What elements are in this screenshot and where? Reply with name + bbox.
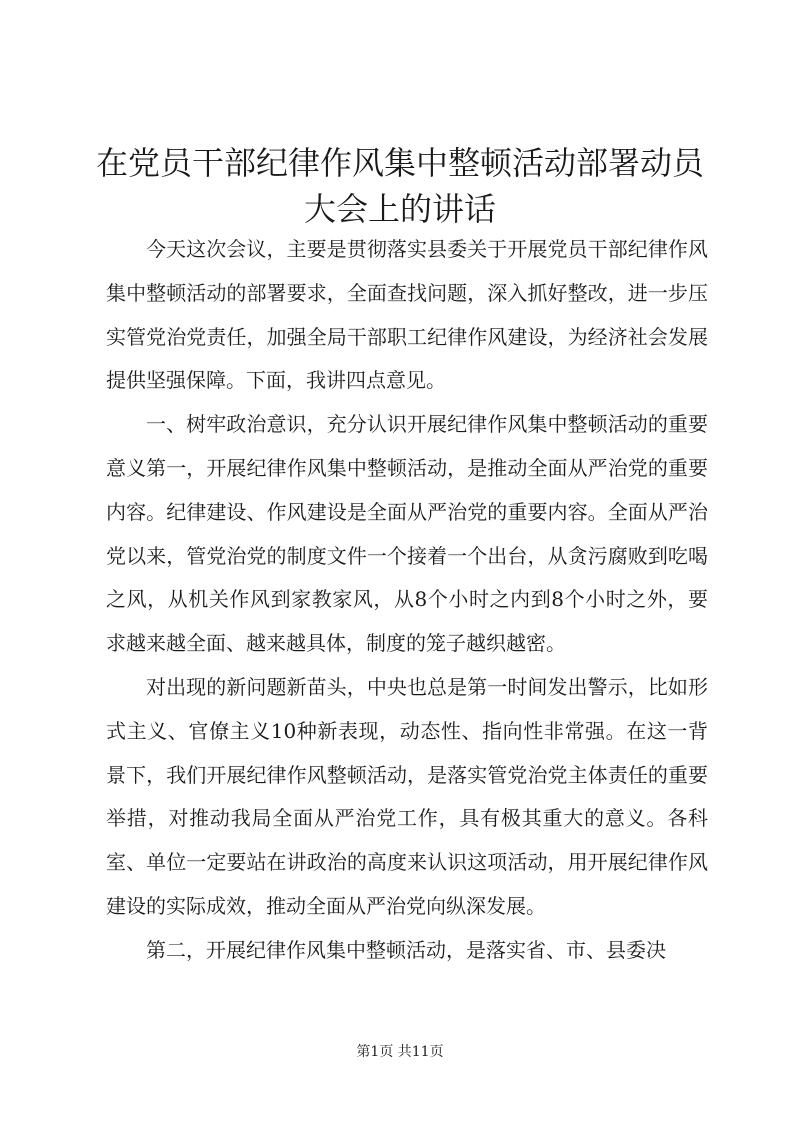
paragraph-1: 今天这次会议，主要是贯彻落实县委关于开展党员干部纪律作风集中整顿活动的部署要求，全面查找问题，深入抓好整改，进一步压实管党治党责任，加强全局干部职工纪律作风建设，为经济社会发展提供坚强保障。下面，我讲四点意见。	[106, 237, 708, 393]
document-title: 在党员干部纪律作风集中整顿活动部署动员大会上的讲话	[95, 144, 704, 228]
page-number-footer: 第1页 共11页	[356, 1044, 444, 1060]
paragraph-2: 一、树牢政治意识，充分认识开展纪律作风集中整顿活动的重要意义第一，开展纪律作风集中整顿活动，是推动全面从严治党的重要内容。纪律建设、作风建设是全面从严治党的重要内容。全面从严治党以来，管党治党的制度文件一个接着一个出台，从贪污腐败到吃喝之风，从机关作风到家教家风，从8个小时之内到8个小时之外，要求越来越全面、越来越具体，制度的笼子越织越密。	[106, 412, 708, 656]
paragraph-3: 对出现的新问题新苗头，中央也总是第一时间发出警示，比如形式主义、官僚主义10种新表现，动态性、指向性非常强。在这一背景下，我们开展纪律作风整顿活动，是落实管党治党主体责任的重要举措，对推动我局全面从严治党工作，具有极其重大的意义。各科室、单位一定要站在讲政治的高度来认识这项活动，用开展纪律作风建设的实际成效，推动全面从严治党向纵深发展。	[106, 674, 708, 918]
document-body	[106, 228, 708, 973]
paragraph-4: 第二，开展纪律作风集中整顿活动，是落实省、市、县委决	[146, 937, 666, 962]
